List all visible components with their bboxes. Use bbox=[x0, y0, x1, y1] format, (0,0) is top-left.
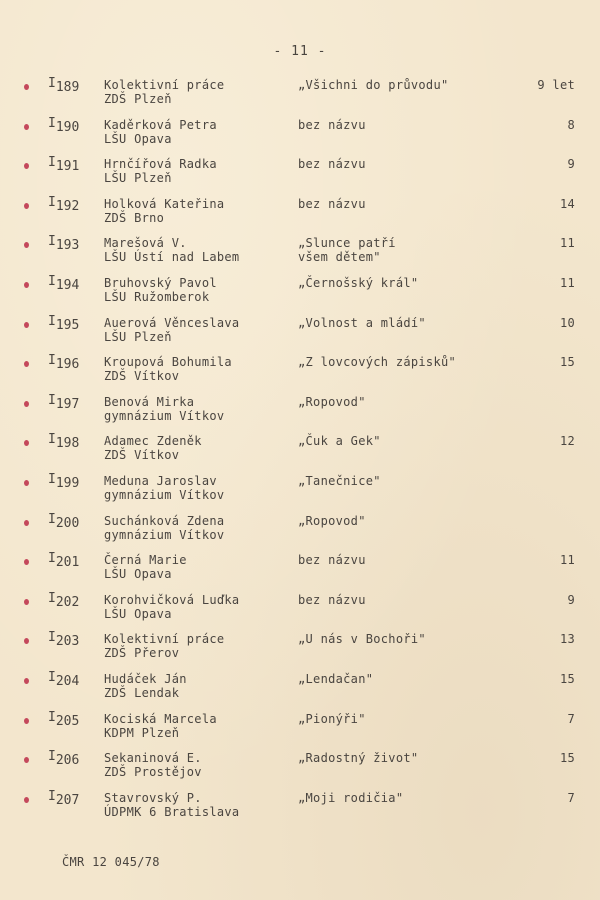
entry-title: „U nás v Bochoři" bbox=[298, 632, 426, 647]
list-item bbox=[0, 551, 600, 595]
entry-title: „Tanečnice" bbox=[298, 474, 381, 488]
entry-age: 10 bbox=[559, 315, 575, 330]
entry-author: Bruhovský Pavol bbox=[104, 276, 217, 290]
entry-age: 13 bbox=[559, 632, 575, 647]
entry-id: $I_{193}$ bbox=[48, 234, 80, 254]
entry-age: 9 let bbox=[537, 78, 575, 92]
entry-title: „Ropovod" bbox=[298, 394, 366, 409]
entry-author-block bbox=[104, 632, 289, 660]
entry-id: $I_{200}$ bbox=[48, 511, 80, 531]
entry-school: LŠU Opava bbox=[104, 131, 172, 146]
list-item bbox=[0, 472, 600, 516]
entry-id: $I_{197}$ bbox=[48, 392, 80, 412]
red-dot-mark bbox=[24, 440, 29, 446]
entry-age: 12 bbox=[559, 434, 575, 449]
entry-school: LŠU Ústí nad Labem bbox=[104, 250, 240, 265]
entry-id: $I_{189}$ bbox=[48, 76, 80, 95]
entry-title: „Pionýři" bbox=[298, 711, 366, 726]
entry-school: LŠU Plzeň bbox=[104, 171, 172, 186]
entry-id: $I_{194}$ bbox=[48, 274, 80, 293]
entry-title: „Volnost a mládí" bbox=[298, 315, 426, 330]
entry-id: $I_{192}$ bbox=[48, 194, 80, 214]
entry-author: Kolektivní práce bbox=[104, 632, 225, 647]
entry-author-block bbox=[104, 474, 289, 502]
entry-age: 11 bbox=[559, 236, 575, 251]
entry-id: $I_{207}$ bbox=[48, 788, 80, 808]
entry-author-block bbox=[104, 118, 289, 146]
list-item bbox=[0, 788, 600, 833]
entry-age: 9 bbox=[567, 157, 575, 172]
red-dot-mark bbox=[24, 480, 29, 486]
entry-author: Suchánková Zdena bbox=[104, 513, 225, 528]
entry-author-block bbox=[104, 78, 289, 106]
entry-title: bez názvu bbox=[298, 553, 366, 568]
entry-author: Sekaninová E. bbox=[104, 751, 202, 766]
entry-author: Stavrovský P. bbox=[104, 790, 202, 805]
entry-age: 11 bbox=[559, 276, 575, 290]
entry-author: Benová Mirka bbox=[104, 394, 195, 409]
entry-author-block bbox=[104, 593, 289, 621]
red-dot-mark bbox=[24, 282, 29, 288]
entry-author-block bbox=[104, 355, 289, 383]
entry-author-block bbox=[104, 316, 289, 344]
entry-school: gymnázium Vítkov bbox=[104, 527, 225, 542]
red-dot-mark bbox=[24, 163, 29, 169]
entry-school: ÚDPMK 6 Bratislava bbox=[104, 804, 240, 819]
entry-author: Marešová V. bbox=[104, 236, 187, 251]
entry-author: Korohvičková Luďka bbox=[104, 592, 240, 607]
entry-age: 7 bbox=[567, 790, 575, 805]
entry-title: bez názvu bbox=[298, 196, 366, 211]
red-dot-mark bbox=[24, 797, 29, 803]
entry-school: gymnázium Vítkov bbox=[104, 488, 225, 502]
entry-author: Kaděrková Petra bbox=[104, 117, 217, 132]
entry-school: gymnázium Vítkov bbox=[104, 408, 225, 423]
entry-id: $I_{198}$ bbox=[48, 432, 80, 452]
red-dot-mark bbox=[24, 599, 29, 605]
red-dot-mark bbox=[24, 84, 29, 90]
entry-school: LŠU Plzeň bbox=[104, 329, 172, 344]
entry-school: ZDŠ Vítkov bbox=[104, 369, 180, 384]
red-dot-mark bbox=[24, 757, 29, 763]
list-item bbox=[0, 432, 600, 476]
entry-id: $I_{201}$ bbox=[48, 551, 80, 571]
entry-id: $I_{196}$ bbox=[48, 353, 80, 373]
entry-author-block bbox=[104, 672, 289, 700]
list-item bbox=[0, 511, 600, 556]
entry-school: ZDŠ Plzeň bbox=[104, 92, 172, 106]
red-dot-mark bbox=[24, 401, 29, 407]
entry-school: LŠU Opava bbox=[104, 606, 172, 621]
red-dot-mark bbox=[24, 361, 29, 367]
entry-age: 15 bbox=[559, 355, 575, 370]
red-dot-mark bbox=[24, 718, 29, 724]
list-item bbox=[0, 313, 600, 358]
entry-author: Holková Kateřina bbox=[104, 196, 225, 211]
red-dot-mark bbox=[24, 520, 29, 526]
entry-author: Hrnčířová Radka bbox=[104, 157, 217, 172]
entry-title: „Slunce patří všem dětem" bbox=[298, 236, 396, 265]
entry-author: Auerová Věnceslava bbox=[104, 315, 240, 330]
entry-school: ZDŠ Brno bbox=[104, 210, 165, 225]
list-item bbox=[0, 115, 600, 160]
entry-title: bez názvu bbox=[298, 117, 366, 132]
entry-author-block bbox=[104, 553, 289, 581]
entry-author: Kociská Marcela bbox=[104, 711, 217, 726]
entry-id: $I_{203}$ bbox=[48, 630, 80, 650]
list-item bbox=[0, 749, 600, 793]
red-dot-mark bbox=[24, 559, 29, 565]
entry-title: „Moji rodičia" bbox=[298, 790, 404, 805]
entry-age: 14 bbox=[559, 196, 575, 211]
entry-title: bez názvu bbox=[298, 592, 366, 607]
entry-school: ZDŠ Prostějov bbox=[104, 765, 202, 780]
entry-school: ZDŠ Přerov bbox=[104, 646, 180, 661]
entry-age: 7 bbox=[567, 711, 575, 726]
entry-age: 15 bbox=[559, 672, 575, 686]
list-item bbox=[0, 274, 600, 318]
page-number: - 11 - bbox=[273, 44, 327, 59]
entry-author-block bbox=[104, 157, 289, 185]
footer-reference: ČMR 12 045/78 bbox=[62, 855, 160, 869]
list-item bbox=[0, 709, 600, 754]
entry-author: Meduna Jaroslav bbox=[104, 474, 217, 488]
entry-author-block bbox=[104, 197, 289, 225]
list-item bbox=[0, 590, 600, 635]
entry-author-block bbox=[104, 751, 289, 779]
entry-author-block bbox=[104, 712, 289, 740]
entry-author: Kolektivní práce bbox=[104, 78, 225, 92]
red-dot-mark bbox=[24, 124, 29, 130]
entry-age: 11 bbox=[559, 553, 575, 568]
entry-school: LŠU Opava bbox=[104, 567, 172, 582]
entry-author: Adamec Zdeněk bbox=[104, 434, 202, 449]
entry-title: bez názvu bbox=[298, 157, 366, 172]
entry-school: LŠU Ružomberok bbox=[104, 290, 210, 304]
red-dot-mark bbox=[24, 638, 29, 644]
entry-age: 8 bbox=[567, 117, 575, 132]
entry-school: ZDŠ Vítkov bbox=[104, 448, 180, 463]
entry-id: $I_{199}$ bbox=[48, 472, 80, 491]
entry-author-block bbox=[104, 434, 289, 462]
list-item bbox=[0, 234, 600, 278]
entry-id: $I_{206}$ bbox=[48, 749, 80, 769]
red-dot-mark bbox=[24, 203, 29, 209]
entry-title: „Všichni do průvodu" bbox=[298, 78, 449, 92]
entry-age: 9 bbox=[567, 592, 575, 607]
list-item bbox=[0, 353, 600, 397]
entry-school: KDPM Plzeň bbox=[104, 725, 180, 740]
entry-id: $I_{190}$ bbox=[48, 115, 80, 135]
entry-id: $I_{204}$ bbox=[48, 670, 80, 689]
entry-school: ZDŠ Lendak bbox=[104, 686, 180, 700]
entry-title: „Ropovod" bbox=[298, 513, 366, 528]
list-item bbox=[0, 155, 600, 199]
entry-author-block bbox=[104, 276, 289, 304]
list-item bbox=[0, 630, 600, 674]
list-item bbox=[0, 76, 600, 120]
entry-title: „Radostný život" bbox=[298, 751, 419, 766]
red-dot-mark bbox=[24, 678, 29, 684]
entry-author: Černá Marie bbox=[104, 553, 187, 568]
entry-author-block bbox=[104, 236, 289, 264]
list-item bbox=[0, 670, 600, 714]
red-dot-mark bbox=[24, 242, 29, 248]
entry-id: $I_{195}$ bbox=[48, 313, 80, 333]
entry-author-block bbox=[104, 791, 289, 819]
entry-id: $I_{191}$ bbox=[48, 155, 80, 175]
entry-id: $I_{205}$ bbox=[48, 709, 80, 729]
list-item bbox=[0, 392, 600, 437]
list-item bbox=[0, 194, 600, 239]
entry-title: „Z lovcových zápisků" bbox=[298, 355, 457, 370]
entry-author-block bbox=[104, 514, 289, 542]
entry-title: „Černošský král" bbox=[298, 276, 419, 290]
entry-author-block bbox=[104, 395, 289, 423]
entry-age: 15 bbox=[559, 751, 575, 766]
entry-id: $I_{202}$ bbox=[48, 590, 80, 610]
entry-author: Hudáček Ján bbox=[104, 672, 187, 686]
entry-title: „Čuk a Gek" bbox=[298, 434, 381, 449]
entry-author: Kroupová Bohumila bbox=[104, 355, 232, 370]
entry-title: „Lendačan" bbox=[298, 672, 374, 686]
red-dot-mark bbox=[24, 322, 29, 328]
